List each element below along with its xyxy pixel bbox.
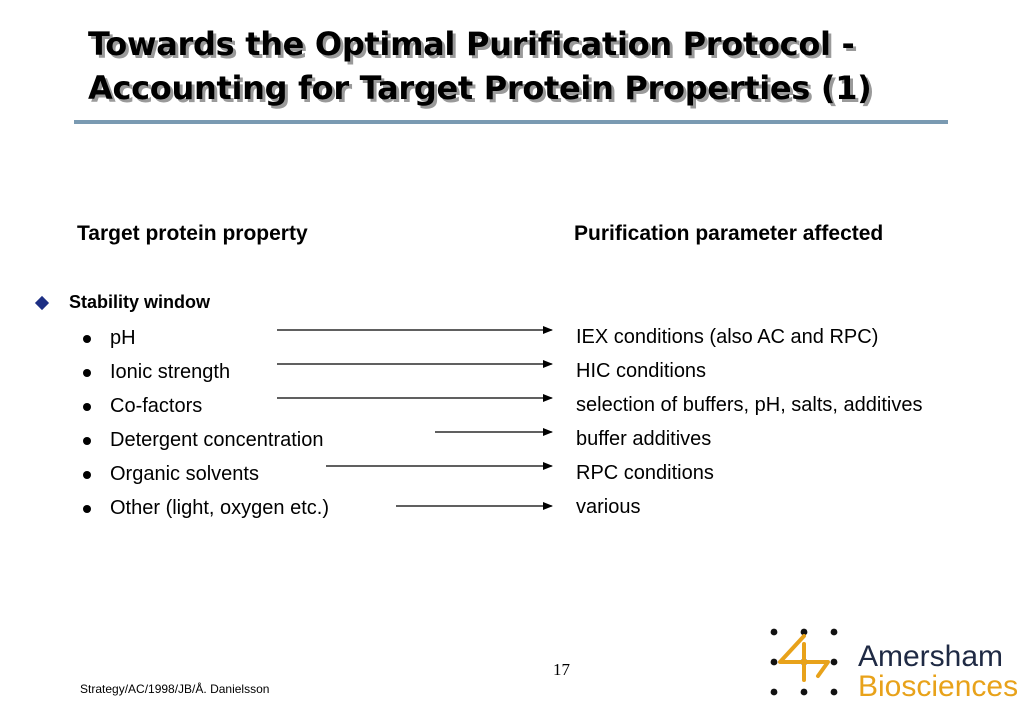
parameter-label: IEX conditions (also AC and RPC) xyxy=(576,326,879,348)
title-line-2: Accounting for Target Protein Properties (1) xyxy=(88,69,872,107)
parameter-label: buffer additives xyxy=(576,428,712,450)
property-label: pH xyxy=(110,327,136,349)
parameter-label: RPC conditions xyxy=(576,462,714,484)
property-label: Detergent concentration xyxy=(110,429,324,451)
property-label: Co-factors xyxy=(110,395,203,417)
property-label: Ionic strength xyxy=(110,361,231,383)
amersham-logo-mark-icon xyxy=(762,622,846,698)
right-column-header: Purification parameter affected xyxy=(574,222,884,245)
logo-text-amersham: Amersham xyxy=(858,640,1004,673)
parameter-label: various xyxy=(576,496,641,518)
parameter-label: HIC conditions xyxy=(576,360,707,382)
property-label: Organic solvents xyxy=(110,463,259,485)
footer-credit: Strategy/AC/1998/JB/Å. Danielsson xyxy=(80,682,270,696)
title-line-1: Towards the Optimal Purification Protocol - xyxy=(88,25,855,63)
left-column-header: Target protein property xyxy=(77,222,308,245)
section-label: Stability window xyxy=(69,292,211,312)
logo-text-biosciences: Biosciences xyxy=(858,670,1019,703)
parameter-label: selection of buffers, pH, salts, additives xyxy=(576,394,923,416)
property-label: Other (light, oxygen etc.) xyxy=(110,497,329,519)
page-number: 17 xyxy=(553,660,570,679)
